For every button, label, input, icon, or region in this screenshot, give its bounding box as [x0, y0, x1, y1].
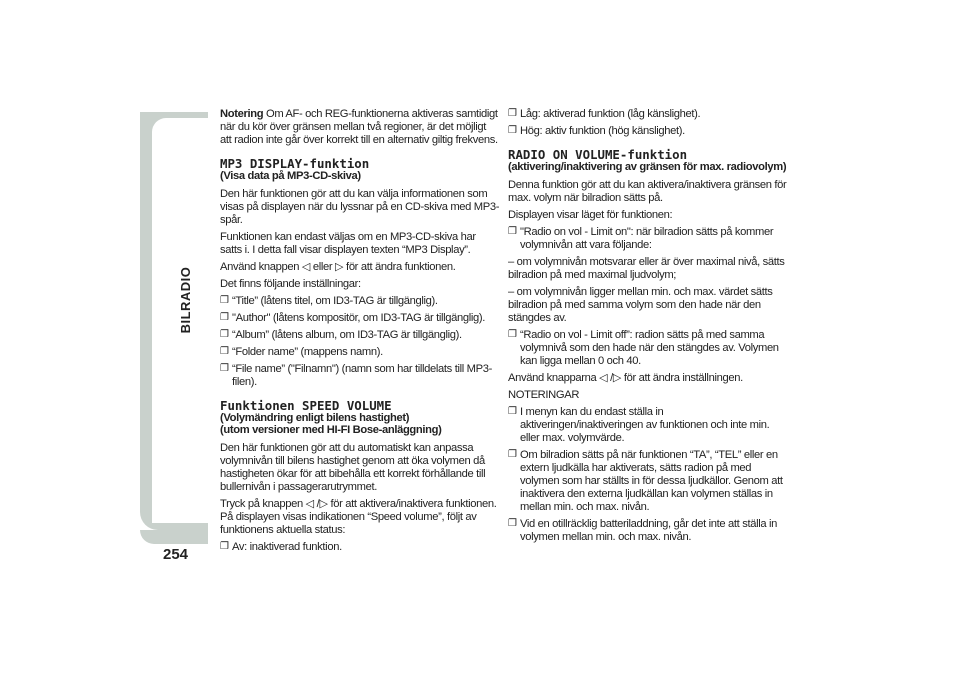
- mp3-paragraph-4: Det finns följande inställningar:: [220, 278, 361, 290]
- list-item: [508, 108, 788, 121]
- note-label: Notering: [220, 108, 264, 120]
- list-item-text: “File name” ("Filnamn") (namn som har tilldelats till MP3-filen).: [232, 363, 492, 388]
- mp3-paragraph-1: Den här funktionen gör att du kan välja informationen som visas på displayen när du lyssnar på en CD-skiva med MP3-spår.: [220, 188, 500, 226]
- right-column: [508, 108, 788, 548]
- radio-subheading: (aktivering/inaktivering av gränsen för max. radiovolym): [508, 161, 787, 173]
- sidebar-tab-bottom: [140, 530, 208, 544]
- mp3-subheading: (Visa data på MP3-CD-skiva): [220, 170, 361, 182]
- notes-label: NOTERINGAR: [508, 389, 580, 401]
- checkbox-bullet-icon: ❐: [508, 226, 517, 237]
- list-item-text: Vid en otillräcklig batteriladdning, går det inte att ställa in volymen mellan min. och max. nivån.: [520, 518, 777, 543]
- mp3-paragraph-2: Funktionen kan endast väljas om en MP3-CD-skiva har satts i. I detta fall visar displayen texten “MP3 Display”.: [220, 231, 476, 256]
- page-number: 254: [163, 546, 189, 563]
- section-label: BILRADIO: [178, 266, 193, 334]
- mp3-settings-list: [220, 295, 500, 389]
- mp3-heading: MP3 DISPLAY-funktion: [220, 156, 370, 171]
- speed-paragraph-2: [220, 498, 500, 537]
- list-item-text: I menyn kan du endast ställa in aktiveringen/inaktiveringen av funktionen och inte min. eller max. volymvärde.: [520, 406, 770, 444]
- list-item: [508, 125, 788, 138]
- checkbox-bullet-icon: ❐: [508, 108, 517, 119]
- list-item: [508, 518, 788, 544]
- radio-dash-2: – om volymnivån ligger mellan min. och max. värdet sätts bilradion på med samma volym som den hade när den stängdes av.: [508, 286, 773, 324]
- list-item-text: Om bilradion sätts på när funktionen “TA”, “TEL” eller en extern ljudkälla har aktiverats, sätts radion på med volymen som har ställts in för dessa ljudkällor. Genom att inaktivera den externa ljudkällan kan volymen ställas in mellan min. och max. nivån.: [520, 449, 783, 513]
- note-paragraph: [220, 108, 500, 147]
- list-item-text: Låg: aktiverad funktion (låg känslighet).: [520, 108, 701, 120]
- speed-subheading-2: (utom versioner med HI-FI Bose-anläggning): [220, 424, 442, 436]
- list-item: [220, 312, 500, 325]
- list-item-text: “Folder name” (mappens namn).: [232, 346, 383, 358]
- speed-p2-text-a: Tryck på knappen: [220, 498, 306, 510]
- speed-p2-text-b: för att aktivera/inaktivera funktionen. På displayen visas indikationen “Speed volume”, följt av funktionens aktuella status:: [220, 498, 497, 536]
- checkbox-bullet-icon: ❐: [220, 295, 229, 306]
- checkbox-bullet-icon: ❐: [220, 312, 229, 323]
- list-item: [220, 329, 500, 342]
- left-arrow-icon: ◁: [301, 261, 311, 273]
- list-item-text: Hög: aktiv funktion (hög känslighet).: [520, 125, 685, 137]
- radio-p3-text-b: för att ändra inställningen.: [621, 372, 743, 384]
- list-item: [220, 295, 500, 308]
- checkbox-bullet-icon: ❐: [508, 329, 517, 340]
- checkbox-bullet-icon: ❐: [508, 449, 517, 460]
- radio-paragraph-3: [508, 372, 788, 385]
- list-item: [220, 541, 500, 554]
- checkbox-bullet-icon: ❐: [220, 346, 229, 357]
- list-item: [508, 449, 788, 514]
- radio-p3-text-a: Använd knapparna: [508, 372, 600, 384]
- radio-heading: RADIO ON VOLUME-funktion: [508, 147, 688, 162]
- list-item: [220, 363, 500, 389]
- checkbox-bullet-icon: ❐: [508, 125, 517, 136]
- mp3-p3-text-a: Använd knappen: [220, 261, 302, 273]
- checkbox-bullet-icon: ❐: [220, 363, 229, 374]
- left-right-arrows-icon: ◁ /▷: [599, 372, 622, 384]
- list-item-text: “Title” (låtens titel, om ID3-TAG är tillgänglig).: [232, 295, 438, 307]
- checkbox-bullet-icon: ❐: [508, 518, 517, 529]
- list-item-text: "Author" (låtens kompositör, om ID3-TAG är tillgänglig).: [232, 312, 486, 324]
- checkbox-bullet-icon: ❐: [220, 329, 229, 340]
- left-right-arrows-icon: ◁ /▷: [305, 498, 328, 510]
- mp3-paragraph-3: [220, 261, 500, 274]
- list-item-text: "Radio on vol - Limit on": när bilradion sätts på kommer volymnivån att vara följande:: [520, 226, 774, 251]
- speed-heading: Funktionen SPEED VOLUME: [220, 398, 392, 413]
- list-item: [508, 226, 788, 252]
- radio-dash-1: – om volymnivån motsvarar eller är över maximal nivå, sätts bilradion på med maximal ljudvolym;: [508, 256, 785, 281]
- mp3-p3-text-b: eller: [310, 261, 336, 273]
- mp3-p3-text-c: för att ändra funktionen.: [343, 261, 456, 273]
- checkbox-bullet-icon: ❐: [220, 541, 229, 552]
- checkbox-bullet-icon: ❐: [508, 406, 517, 417]
- list-item-text: “Radio on vol - Limit off”: radion sätts på med samma volymnivå som den hade när den stängdes av. Volymen kan ligga mellan 0 och 40.: [520, 329, 779, 367]
- list-item-text: Av: inaktiverad funktion.: [232, 541, 342, 553]
- speed-subheading-1: (Volymändring enligt bilens hastighet): [220, 412, 410, 424]
- speed-paragraph-1: Den här funktionen gör att du automatiskt kan anpassa volymnivån till bilens hastighet genom att öka volymen då hastigheten ökar för att bibehålla ett korrekt förhållande till bullernivån i passagerarutrymmet.: [220, 442, 486, 493]
- radio-paragraph-1: Denna funktion gör att du kan aktivera/inaktivera gränsen för max. volym när bilradion sätts på.: [508, 179, 787, 204]
- list-item: [220, 346, 500, 359]
- right-arrow-icon: ▷: [335, 261, 344, 273]
- note-text: Om AF- och REG-funktionerna aktiveras samtidigt när du kör över gränsen mellan två regioner, är det möjligt att radion inte går över korrekt till en alternativ giltig frekvens.: [220, 108, 498, 146]
- list-item: [508, 329, 788, 368]
- list-item: [508, 406, 788, 445]
- radio-paragraph-2: Displayen visar läget för funktionen:: [508, 209, 673, 221]
- list-item-text: “Album” (låtens album, om ID3-TAG är tillgänglig).: [232, 329, 462, 341]
- left-column: [220, 108, 500, 558]
